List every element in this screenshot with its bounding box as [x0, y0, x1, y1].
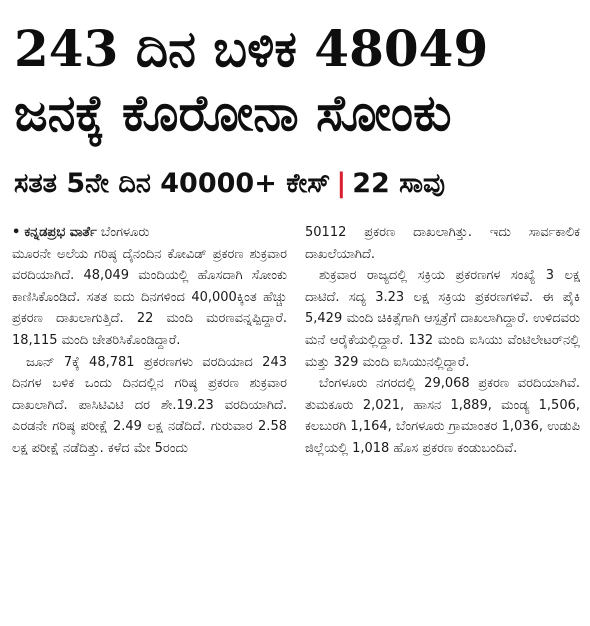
article-paragraph: [12, 222, 287, 352]
byline-bullet: •: [12, 225, 21, 240]
article-paragraph: ಶುಕ್ರವಾರ ರಾಜ್ಯದಲ್ಲಿ ಸಕ್ರಿಯ ಪ್ರಕರಣಗಳ ಸಂಖ್ಯೆ 3 ಲಕ್ಷ ದಾಟಿದೆ. ಸದ್ಯ 3.23 ಲಕ್ಷ ಸಕ್ರಿಯ ಪ್ರಕರಣಗಳಿವೆ. ಈ ಪೈಕಿ 5,429 ಮಂದಿ ಚಿಕಿತ್ಸೆಗಾಗಿ ಆಸ್ಪತ್ರೆಗೆ ದಾಖಲಾಗಿದ್ದಾರೆ. ಉಳಿದವರು ಮನೆ ಆರೈಕೆಯಲ್ಲಿದ್ದಾರೆ. 132 ಮಂದಿ ಐಸಿಯು ವೆಂಟಿಲೇಟರ್‌ನಲ್ಲಿ ಮತ್ತು 329 ಮಂದಿ ಐಸಿಯುನಲ್ಲಿದ್ದಾರೆ.: [305, 268, 580, 370]
article-column-2: [305, 222, 580, 622]
article-paragraph: ಬೆಂಗಳೂರು ನಗರದಲ್ಲಿ 29,068 ಪ್ರಕರಣ ವರದಿಯಾಗಿವೆ. ತುಮಕೂರು 2,021, ಹಾಸನ 1,889, ಮಂಡ್ಯ 1,506, ಕಲಬುರಗಿ 1,164, ಬೆಂಗಳೂರು ಗ್ರಾಮಾಂತರ 1,036, ಉಡುಪಿ ಜಿಲ್ಲೆಯಲ್ಲಿ 1,018 ಹೊಸ ಪ್ರಕರಣ ಕಂಡುಬಂದಿವೆ.: [305, 376, 580, 456]
subheadline-separator: |: [336, 168, 347, 199]
article-body: [12, 222, 580, 622]
paragraph-text: ಮೂರನೇ ಅಲೆಯ ಗರಿಷ್ಠ ದೈನಂದಿನ ಕೋವಿಡ್ ಪ್ರಕರಣ ಶುಕ್ರವಾರ ವರದಿಯಾಗಿದೆ. 48,049 ಮಂದಿಯಲ್ಲಿ ಹೊಸದಾಗಿ ಸೋಂಕು ಕಾಣಿಸಿಕೊಂಡಿದೆ. ಸತತ ಐದು ದಿನಗಳಿಂದ 40,000ಕ್ಕಿಂತ ಹೆಚ್ಚು ಪ್ರಕರಣ ದಾಖಲಾಗುತ್ತಿದೆ. 22 ಮಂದಿ ಮರಣವನ್ನಪ್ಪಿದ್ದಾರೆ. 18,115 ಮಂದಿ ಚೇತರಿಸಿಕೊಂಡಿದ್ದಾರೆ.: [12, 246, 287, 348]
article-paragraph: 50112 ಪ್ರಕರಣ ದಾಖಲಾಗಿತ್ತು. ಇದು ಸಾರ್ವಕಾಲಿಕ ದಾಖಲೆಯಾಗಿದೆ.: [305, 225, 580, 262]
article-column-1: [12, 222, 287, 622]
subheadline-left: ಸತತ 5ನೇ ದಿನ 40000+ ಕೇಸ್: [14, 168, 331, 199]
subheadline-right: 22 ಸಾವು: [352, 168, 446, 199]
headline: [14, 18, 580, 146]
byline-place: ಬೆಂಗಳೂರು: [100, 225, 150, 240]
headline-line-1: 243 ದಿನ ಬಳಿಕ 48049: [14, 19, 489, 78]
byline-agency: ಕನ್ನಡಪ್ರಭ ವಾರ್ತೆ: [24, 225, 97, 240]
subheadline: [14, 166, 580, 202]
headline-line-2: ಜನಕ್ಕೆ ಕೊರೋನಾ ಸೋಂಕು: [14, 83, 452, 142]
article-paragraph: ಜೂನ್ 7ಕ್ಕೆ 48,781 ಪ್ರಕರಣಗಳು ವರದಿಯಾದ 243 ದಿನಗಳ ಬಳಿಕ ಒಂದು ದಿನದಲ್ಲಿನ ಗರಿಷ್ಠ ಪ್ರಕರಣ ಶುಕ್ರವಾರ ದಾಖಲಾಗಿದೆ. ಪಾಸಿಟಿವಿಟಿ ದರ ಶೇ.19.23 ವರದಿಯಾಗಿದೆ. ಎರಡನೇ ಗರಿಷ್ಠ ಪರೀಕ್ಷೆ 2.49 ಲಕ್ಷ ನಡೆದಿದೆ. ಗುರುವಾರ 2.58 ಲಕ್ಷ ಪರೀಕ್ಷೆ ನಡೆದಿತ್ತು. ಕಳೆದ ಮೇ 5ರಂದು: [12, 354, 287, 456]
